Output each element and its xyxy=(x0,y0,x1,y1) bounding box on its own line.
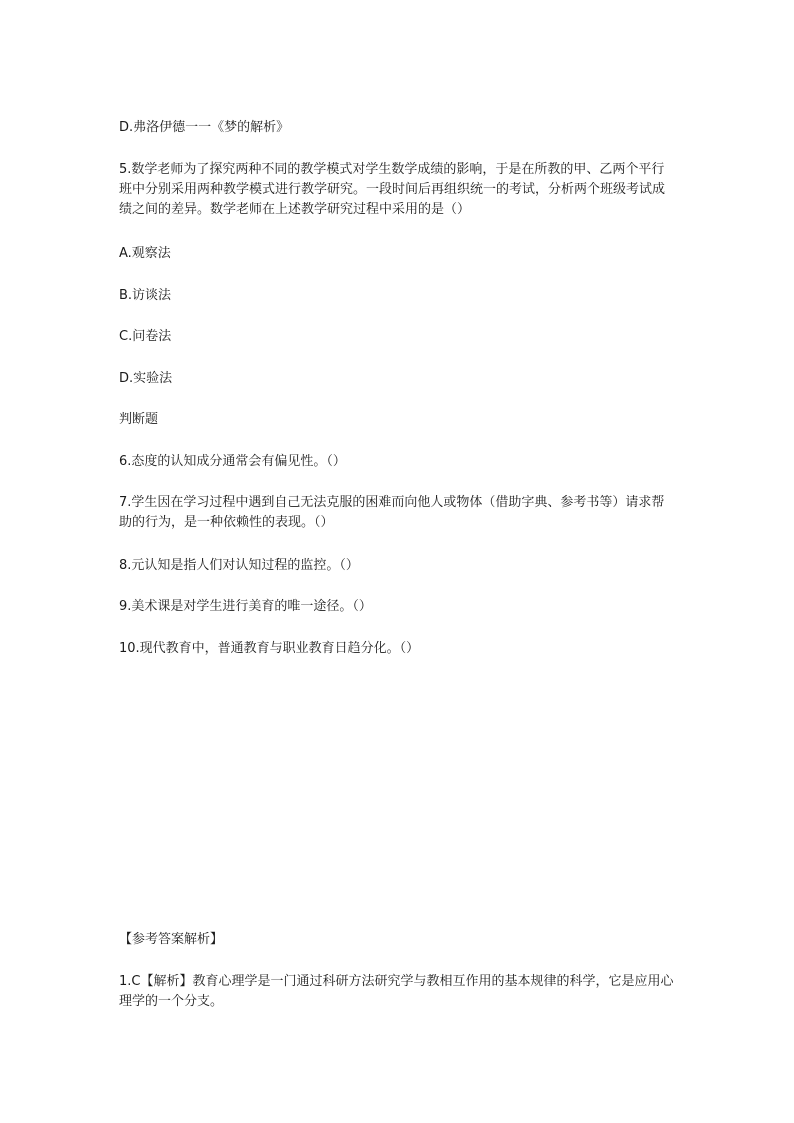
question-6: 6.态度的认知成分通常会有偏见性。（） xyxy=(119,454,346,469)
answers-heading: 【参考答案解析】 xyxy=(119,932,224,947)
q4-option-d: D.弗洛伊德一一《梦的解析》 xyxy=(119,120,290,135)
question-9: 9.美术课是对学生进行美育的唯一途径。（） xyxy=(119,599,372,614)
question-5-option-a: A.观察法 xyxy=(119,246,171,261)
question-5-option-d: D.实验法 xyxy=(119,371,173,386)
question-5-option-b: B.访谈法 xyxy=(119,288,172,303)
question-5-stem: 5.数学老师为了探究两种不同的教学模式对学生数学成绩的影响，于是在所教的甲、乙两个平行班中分别采用两种教学模式进行教学研究。一段时间后再组织统一的考试，分析两个班级考试成绩之间的差异。数学老师在上述教学研究过程中采用的是（） xyxy=(119,162,666,217)
question-5-option-c: C.问卷法 xyxy=(119,329,172,344)
answer-1: 1.C【解析】教育心理学是一门通过科研方法研究学与教相互作用的基本规律的科学，它是应用心理学的一个分支。 xyxy=(119,974,674,1009)
question-10: 10.现代教育中，普通教育与职业教育日趋分化。（） xyxy=(119,641,420,656)
section-title-true-false: 判断题 xyxy=(119,412,159,427)
question-7: 7.学生因在学习过程中遇到自己无法克服的困难而向他人或物体（借助字典、参考书等）请求帮助的行为，是一种依赖性的表现。（） xyxy=(119,495,665,530)
question-8: 8.元认知是指人们对认知过程的监控。（） xyxy=(119,558,359,573)
